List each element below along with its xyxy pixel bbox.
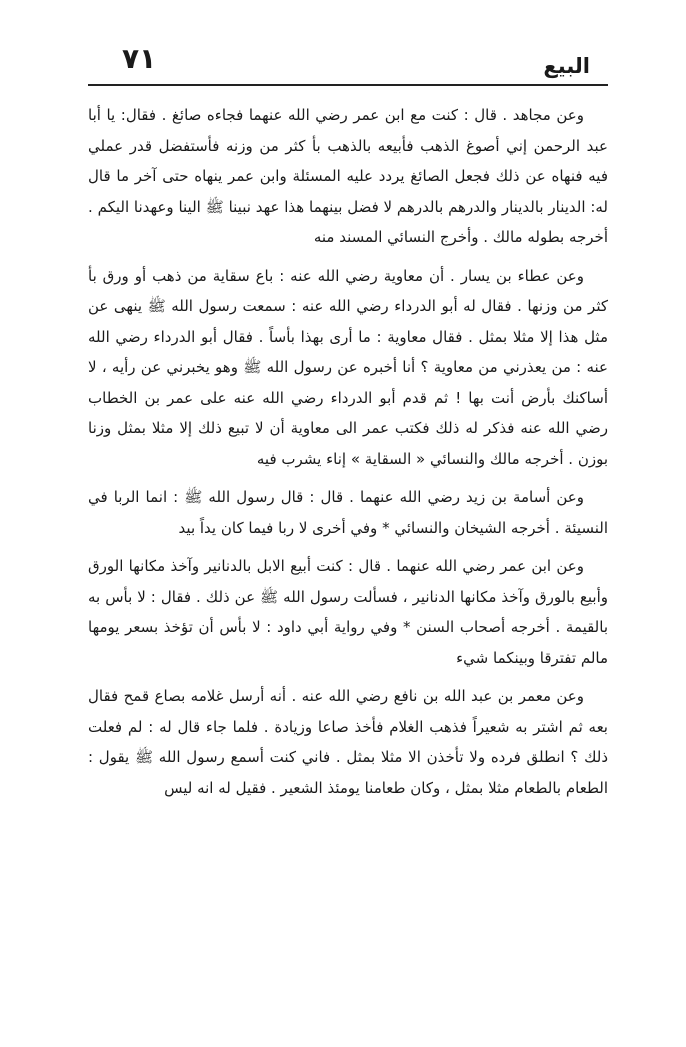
paragraph-mujahid: وعن مجاهد . قال : كنت مع ابن عمر رضي الله عنهما فجاءه صائغ . فقال: يا أبا عبد الرحمن إني أصوغ الذهب فأبيعه بالذهب بأ كثر من وزنه فأستفضل قدر عملي فيه فنهاه عن ذلك فجعل الصائغ يردد عليه المسئلة وابن عمر ينهاه حتى آخر ما قال له: الدينار بالدينار والدرهم بالدرهم لا فضل بينهما هذا عهد نبينا ﷺ الينا وعهدنا اليكم . أخرجه بطوله مالك . وأخرج النسائي المسند منه bbox=[88, 106, 608, 246]
paragraph-ata: وعن عطاء بن يسار . أن معاوية رضي الله عنه : باع سقاية من ذهب أو ورق بأ كثر من وزنها . فقال له أبو الدرداء رضي الله عنه : سمعت رسول الله ﷺ ينهى عن مثل هذا إلا مثلا بمثل . فقال معاوية : ما أرى بهذا بأساً . فقال أبو الدرداء رضي الله عنه : من يعذرني من معاوية ؟ أنا أخبره عن رسول الله ﷺ وهو يخبرني عن رأيه ، لا أساكنك بأرض أنت بها ! ثم قدم أبو الدرداء رضي الله عنه على عمر بن الخطاب رضي الله عنه فذكر له ذلك فكتب عمر الى معاوية أن لا تبيع ذلك إلا مثلا بمثل وزنا بوزن . أخرجه مالك والنسائي « السقاية » إناء يشرب فيه bbox=[88, 266, 608, 468]
chapter-title: البيع bbox=[543, 54, 590, 78]
page-number: ٧١ bbox=[122, 42, 157, 75]
page-header bbox=[88, 38, 608, 86]
paragraph-mamar: وعن معمر بن عبد الله بن نافع رضي الله عنه . أنه أرسل غلامه بصاع قمح فقال بعه ثم اشتر به شعيراً فذهب الغلام فأخذ صاعا وزيادة . فلما جاء قال له : لم فعلت ذلك ؟ انطلق فرده ولا تأخذن الا مثلا بمثل . فاني كنت أسمع رسول الله ﷺ يقول : الطعام بالطعام مثلا بمثل ، وكان طعامنا يومئذ الشعير . فقيل له انه ليس bbox=[88, 687, 608, 797]
header-rule bbox=[88, 84, 608, 86]
paragraph-ibn-umar: وعن ابن عمر رضي الله عنهما . قال : كنت أبيع الابل بالدنانير وآخذ مكانها الورق وأبيع بالورق وآخذ مكانها الدنانير ، فسألت رسول الله ﷺ عن ذلك . فقال : لا بأس به بالقيمة . أخرجه أصحاب السنن * وفي رواية أبي داود : لا بأس أن تؤخذ بسعر يومها مالم تفترقا وبينكما شيء bbox=[88, 557, 608, 667]
page-body bbox=[88, 100, 608, 803]
paragraph-usama: وعن أسامة بن زيد رضي الله عنهما . قال : قال رسول الله ﷺ : انما الربا في النسيئة . أخرجه الشيخان والنسائي * وفي أخرى لا ربا فيما كان يداً بيد bbox=[88, 488, 608, 537]
